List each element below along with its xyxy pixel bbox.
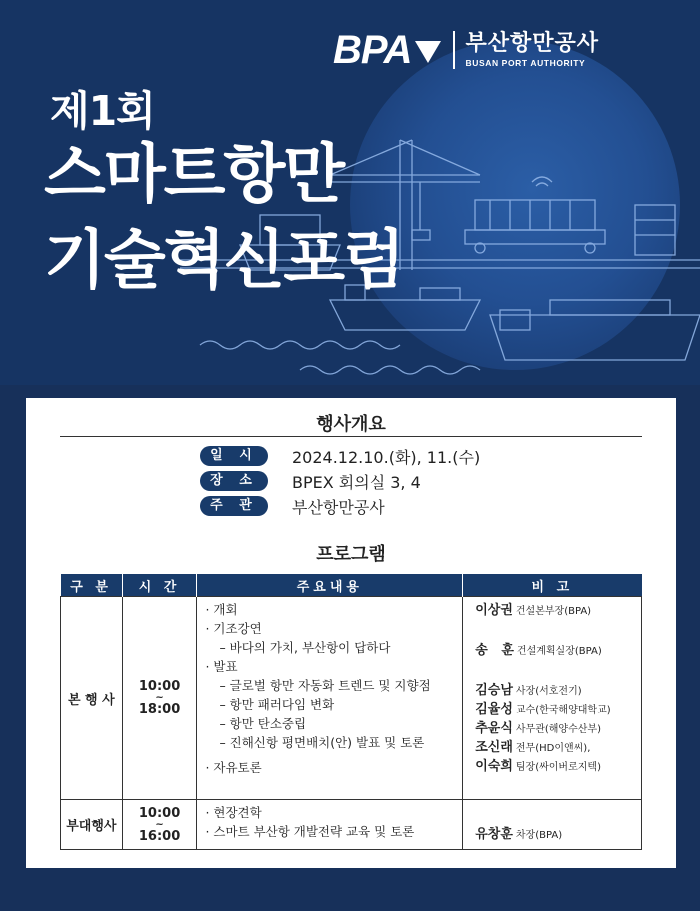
table-row [61,800,642,850]
time-separator: ~ [155,818,164,830]
col-header-content: 주요내용 [197,574,463,597]
time-end: 18:00 [138,702,181,717]
content-subitem: – 항만 패러다임 변화 [219,697,335,712]
speaker-entry [475,756,641,775]
col-header-remarks: 비 고 [463,574,642,597]
title-edition: 제1회 [50,87,155,135]
col-header-time: 시 간 [122,574,197,597]
speaker-role: 사무관(해양수산부) [515,724,601,735]
speaker-role: 팀장(싸이버로지텍) [515,762,601,773]
venue-value: BPEX 회의실 3, 4 [292,472,421,492]
speaker-entry [475,737,641,756]
remarks-cell [463,800,642,850]
speaker-role: 교수(한국해양대학교) [515,705,611,716]
speaker-name: 유창훈 [475,827,513,842]
overview-row-host [200,496,385,516]
title-main-line1: 스마트항만 [44,138,344,212]
speaker-name: 추윤식 [475,721,513,736]
speaker-entry [475,824,641,843]
logo-english-name: BUSAN PORT AUTHORITY [465,58,586,68]
category-cell: 부대행사 [61,800,123,850]
speaker-name: 이상권 [475,603,513,618]
content-subitem: – 항만 탄소중립 [219,716,307,731]
header-banner [0,0,700,385]
date-label: 일 시 [200,446,268,466]
speaker-role: 사장(서호전기) [515,686,582,697]
speaker-role: 전무(HD이앤씨), [515,743,591,754]
speaker-entry [475,640,641,659]
speaker-name: 송 훈 [475,643,514,658]
time-end: 16:00 [138,828,181,844]
content-subitem: – 바다의 가치, 부산항이 답하다 [219,640,391,655]
speaker-role: 건설계획실장(BPA) [516,646,602,657]
speaker-entry [475,718,641,737]
content-item: · 스마트 부산항 개발전략 교육 및 토론 [205,824,415,839]
logo-korean-name: 부산항만공사 [465,31,599,56]
content-item: · 자유토론 [205,760,262,775]
time-cell [122,597,197,800]
host-value: 부산항만공사 [292,497,385,517]
time-start: 10:00 [138,679,181,694]
bpa-logo [333,28,599,72]
time-start: 10:00 [138,805,181,821]
content-item: · 개회 [205,602,238,617]
overview-divider [60,436,642,437]
speaker-entry [475,680,641,699]
overview-row-date [200,446,480,466]
speaker-role: 차장(BPA) [515,830,563,841]
content-item: · 발표 [205,659,238,674]
content-item: · 현장견학 [205,805,262,820]
speaker-name: 이숙희 [475,759,513,774]
content-cell [197,597,463,800]
content-item: · 기조강연 [205,621,262,636]
overview-row-venue [200,471,421,491]
venue-label: 장 소 [200,471,268,491]
program-title: 프로그램 [316,544,386,565]
title-main-line2: 기술혁신포럼 [44,224,403,298]
logo-mark: BPA [333,28,412,72]
program-table [60,574,642,850]
speaker-name: 조신래 [475,740,513,755]
col-header-category: 구 분 [61,574,123,597]
category-cell: 본 행 사 [61,597,123,800]
content-subitem: – 글로벌 항만 자동화 트렌드 및 지향점 [219,678,431,693]
speaker-entry [475,600,641,619]
speaker-entry [475,699,641,718]
logo-triangle-icon [415,41,441,63]
speaker-name: 김승남 [475,683,513,698]
event-info-card [26,398,676,868]
content-subitem: – 진해신항 평면배치(안) 발표 및 토론 [219,735,425,750]
content-cell [197,800,463,850]
time-cell [122,800,197,850]
speaker-role: 건설본부장(BPA) [515,606,592,617]
logo-divider [453,31,455,69]
time-separator: ~ [155,692,164,703]
overview-title: 행사개요 [316,414,386,435]
date-value: 2024.12.10.(화), 11.(수) [292,447,481,467]
table-row [61,597,642,800]
table-header-row [61,574,642,597]
remarks-cell [463,597,642,800]
speaker-name: 김율성 [475,702,513,717]
host-label: 주 관 [200,496,268,516]
